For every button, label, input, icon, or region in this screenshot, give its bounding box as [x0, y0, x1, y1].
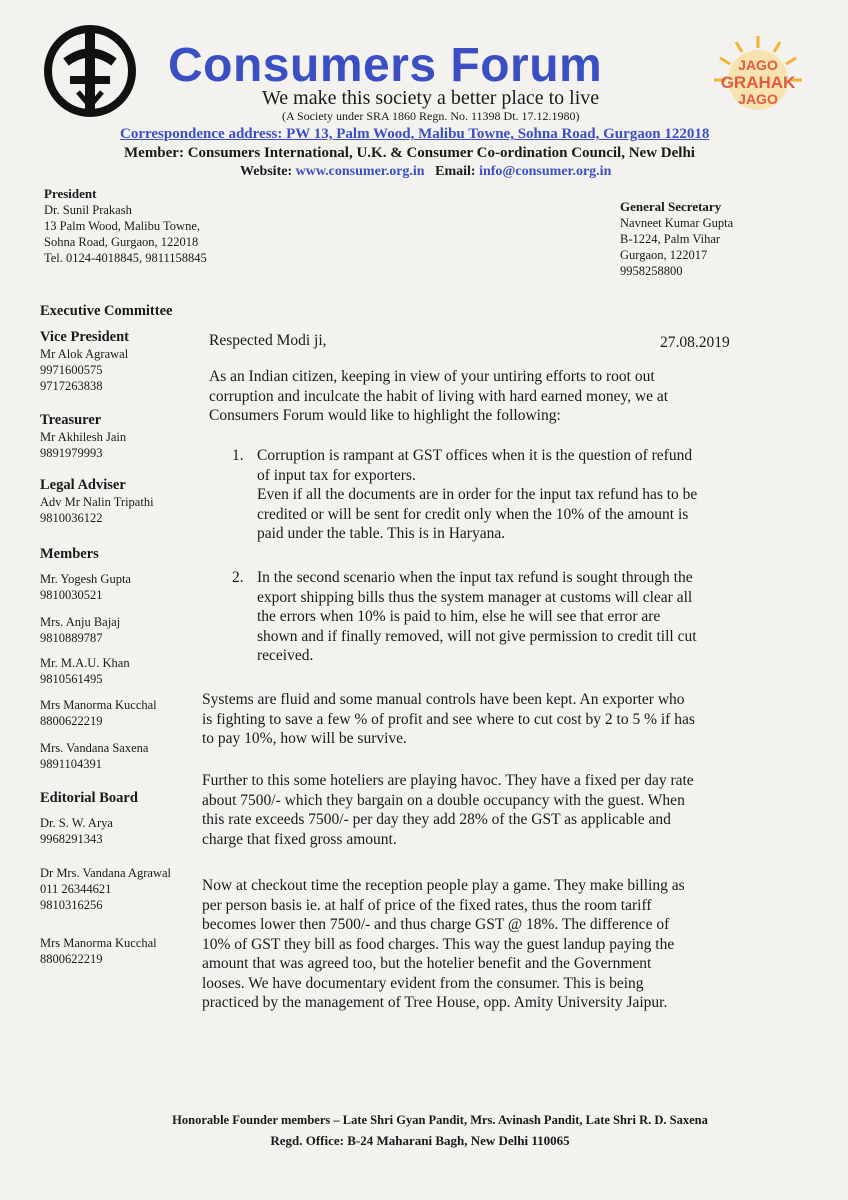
text-line: 10% of GST they bill as food charges. This way the guest landup paying the: [202, 935, 675, 953]
editorial-board-heading: Editorial Board: [40, 790, 138, 806]
text-line: shown and if finally removed, will not give permission to credit till cut: [257, 627, 697, 645]
text-line: In the second scenario when the input tax refund is sought through the: [257, 569, 693, 586]
point-2-number: 2.: [232, 569, 244, 586]
text-line: Consumers Forum would like to highlight the following:: [209, 407, 561, 424]
correspondence-address: Correspondence address: PW 13, Palm Wood, Malibu Towne, Sohna Road, Gurgaon 122018: [120, 126, 710, 142]
text-line: charge that fixed gross amount.: [202, 830, 397, 848]
text-line: the errors when 10% is paid to him, else he will see that error are: [257, 608, 661, 625]
editorial-phone: 9968291343: [40, 832, 103, 846]
editorial-name: Dr. S. W. Arya: [40, 816, 113, 830]
general-secretary-line: Gurgaon, 122017: [620, 248, 708, 262]
member-phone: 9810030521: [40, 588, 103, 602]
general-secretary-line: B-1224, Palm Vihar: [620, 232, 721, 246]
text-line: received.: [257, 647, 314, 664]
president-block: [44, 185, 207, 266]
text-line: practiced by the management of Tree House, opp. Amity University Jaipur.: [202, 994, 668, 1011]
vice-president-block: [40, 329, 129, 394]
editorial-entry: [40, 815, 113, 847]
text-line: amount that was agreed too, but the hotelier benefit and the Government: [202, 955, 652, 972]
text-line: to pay 10%, how will be survive.: [202, 730, 407, 747]
general-secretary-line: Navneet Kumar Gupta: [620, 216, 734, 230]
general-secretary-block: [620, 198, 733, 279]
email-link[interactable]: info@consumer.org.in: [479, 164, 612, 179]
founders-line: Honorable Founder members – Late Shri Gyan Pandit, Mrs. Avinash Pandit, Late Shri R. D. Saxena: [172, 1113, 708, 1127]
consumers-forum-logo: [44, 22, 136, 120]
member-phone: 9810889787: [40, 631, 103, 645]
general-secretary-heading: General Secretary: [620, 199, 722, 214]
president-line: 13 Palm Wood, Malibu Towne,: [44, 219, 200, 233]
stamp-line-3: JAGO: [738, 91, 778, 107]
president-heading: President: [44, 186, 97, 201]
letter-date: 27.08.2019: [660, 334, 730, 351]
registered-office: Regd. Office: B-24 Maharani Bagh, New Delhi 110065: [270, 1133, 570, 1148]
members-heading: Members: [40, 546, 99, 562]
text-line: Systems are fluid and some manual controls have been kept. An exporter who: [202, 691, 685, 708]
member-entry: [40, 697, 157, 729]
text-line: Even if all the documents are in order for the input tax refund has to be: [257, 486, 698, 503]
society-registration: (A Society under SRA 1860 Regn. No. 11398 Dt. 17.12.1980): [282, 109, 580, 123]
member-entry: [40, 571, 131, 603]
editorial-entry: [40, 865, 171, 913]
stamp-line-1: JAGO: [738, 57, 778, 73]
treasurer-line: Mr Akhilesh Jain: [40, 430, 127, 444]
website-label: Website:: [240, 164, 293, 179]
paragraph-systems: [202, 690, 695, 749]
executive-committee-heading: Executive Committee: [40, 303, 173, 319]
editorial-name: Mrs Manorma Kucchal: [40, 936, 157, 950]
website-link[interactable]: www.consumer.org.in: [295, 164, 425, 179]
text-line: of input tax for exporters.: [257, 466, 416, 484]
member-name: Mrs Manorma Kucchal: [40, 698, 157, 712]
vice-president-heading: Vice President: [40, 329, 129, 345]
text-line: per person basis ie. at half of price of the fixed rates, thus the room tariff: [202, 896, 652, 914]
jago-grahak-jago-stamp: [712, 34, 804, 126]
text-line: Now at checkout time the reception people play a game. They make billing as: [202, 877, 685, 894]
legal-adviser-line: Adv Mr Nalin Tripathi: [40, 495, 154, 509]
intro-paragraph: [209, 367, 668, 426]
president-line: Sohna Road, Gurgaon, 122018: [44, 235, 199, 249]
paragraph-checkout: [202, 876, 685, 1013]
legal-adviser-block: [40, 477, 154, 526]
text-line: Corruption is rampant at GST offices when it is the question of refund: [257, 447, 693, 464]
point-1-number: 1.: [232, 447, 244, 464]
tagline: We make this society a better place to live: [262, 87, 600, 109]
treasurer-block: [40, 412, 126, 461]
treasurer-heading: Treasurer: [40, 412, 102, 428]
treasurer-line: 9891979993: [40, 446, 103, 460]
president-line: Tel. 0124-4018845, 9811158845: [44, 251, 207, 265]
member-entry: [40, 655, 130, 687]
point-1-text: [257, 446, 697, 544]
member-entry: [40, 740, 148, 772]
member-name: Mrs. Anju Bajaj: [40, 615, 121, 629]
vice-president-line: Mr Alok Agrawal: [40, 347, 129, 361]
legal-adviser-line: 9810036122: [40, 511, 103, 525]
point-2-text: [257, 568, 697, 666]
text-line: becomes lower then 7500/- and thus charge GST @ 18%. The difference of: [202, 916, 670, 933]
editorial-phone: 9810316256: [40, 898, 103, 912]
member-phone: 9891104391: [40, 757, 103, 771]
president-line: Dr. Sunil Prakash: [44, 203, 132, 217]
text-line: As an Indian citizen, keeping in view of your untiring efforts to root out: [209, 368, 655, 385]
text-line: about 7500/- which they bargain on a double occupancy with the guest. When: [202, 791, 685, 809]
text-line: export shipping bills thus the system manager at customs will clear all: [257, 588, 693, 606]
text-line: looses. We have documentary evident from the consumer. This is being: [202, 974, 644, 992]
text-line: is fighting to save a few % of profit and see where to cut cost by 2 to 5 % if has: [202, 710, 695, 728]
stamp-line-2: GRAHAK: [720, 73, 796, 92]
editorial-phone: 8800622219: [40, 952, 103, 966]
general-secretary-line: 9958258800: [620, 264, 683, 278]
member-phone: 8800622219: [40, 714, 103, 728]
vice-president-line: 9971600575: [40, 363, 103, 377]
text-line: this rate exceeds 7500/- per day they add 28% of the GST as applicable and: [202, 811, 671, 828]
salutation: Respected Modi ji,: [209, 332, 327, 349]
editorial-phone: 011 26344621: [40, 882, 112, 896]
member-phone: 9810561495: [40, 672, 103, 686]
member-name: Mrs. Vandana Saxena: [40, 741, 149, 755]
text-line: credited or will be sent for credit only when the 10% of the amount is: [257, 505, 689, 523]
membership-line: Member: Consumers International, U.K. & Consumer Co-ordination Council, New Delhi: [124, 145, 695, 161]
text-line: paid under the table. This is in Haryana.: [257, 525, 506, 542]
text-line: Further to this some hoteliers are playing havoc. They have a fixed per day rate: [202, 772, 694, 789]
member-entry: [40, 614, 120, 646]
email-label: Email:: [435, 164, 476, 179]
text-line: corruption and inculcate the habit of living with hard earned money, we at: [209, 387, 669, 405]
legal-adviser-heading: Legal Adviser: [40, 477, 126, 493]
org-name: Consumers Forum: [168, 39, 603, 92]
member-name: Mr. M.A.U. Khan: [40, 656, 130, 670]
vice-president-line: 9717263838: [40, 379, 103, 393]
contact-line: [240, 164, 611, 180]
member-name: Mr. Yogesh Gupta: [40, 572, 131, 586]
paragraph-hoteliers: [202, 771, 694, 849]
editorial-entry: [40, 935, 157, 967]
editorial-name: Dr Mrs. Vandana Agrawal: [40, 866, 171, 880]
